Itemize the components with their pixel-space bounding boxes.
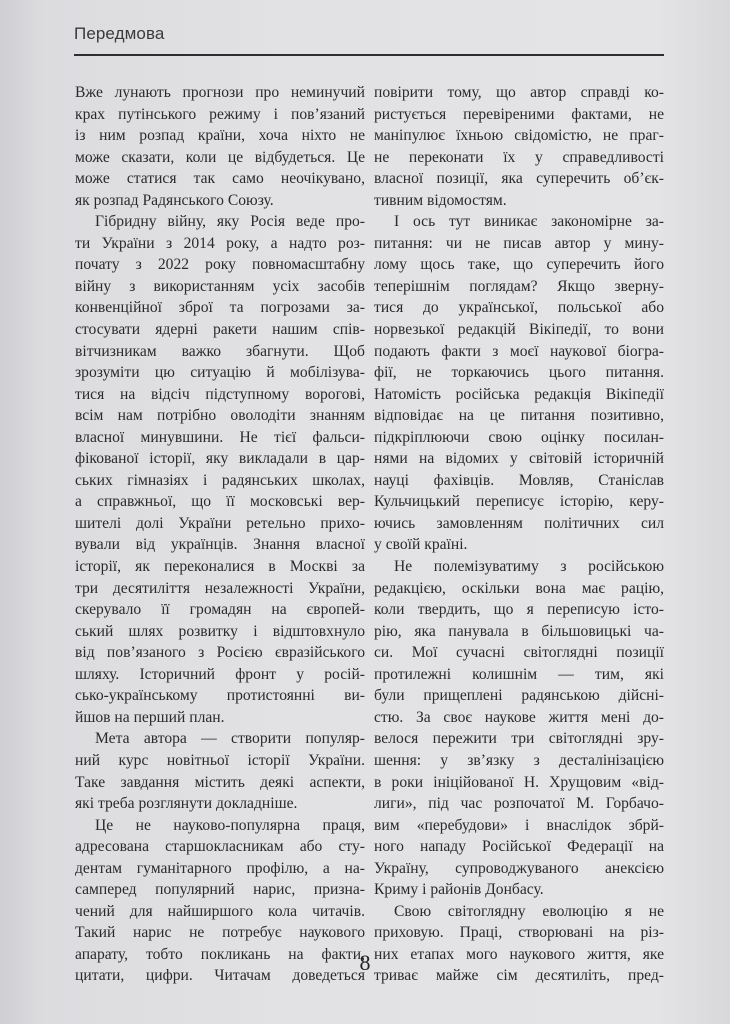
text-line: в роки ініційованої Н. Хрущовим «від- bbox=[374, 773, 664, 791]
text-line: питання: чи не писав автор у мину- bbox=[374, 234, 664, 252]
text-line: Україну, супроводжуваного анексією bbox=[374, 859, 664, 877]
left-column bbox=[75, 82, 365, 987]
text-line: від пов’язаного з Росією євразійського bbox=[75, 644, 365, 662]
text-line: відповідає на це питання позитивно, bbox=[374, 407, 664, 425]
text-line: сько-українському протистоянні ви- bbox=[75, 687, 365, 705]
text-line: триває майже сім десятиліть, пред- bbox=[374, 967, 664, 985]
text-line: не переконати їх у справедливості bbox=[374, 148, 664, 166]
text-line: Вже лунають прогнози про неминучий bbox=[75, 84, 365, 101]
text-line: вували від українців. Знання власної bbox=[75, 536, 365, 554]
text-line: науці фахівців. Мовляв, Станіслав bbox=[374, 471, 664, 489]
page-number: 8 bbox=[359, 950, 371, 975]
text-line: стосувати ядерні ракети нашим спів- bbox=[75, 321, 365, 339]
text-line: норвезької редакцій Вікіпедії, то вони bbox=[374, 321, 664, 339]
text-line: ристується перевіреними фактами, не bbox=[374, 105, 664, 123]
text-line: а справжньої, що її московські вер- bbox=[75, 493, 365, 511]
text-line: Не полемізуватиму з російською bbox=[394, 558, 664, 576]
text-line: Таке завдання містить деякі аспекти, bbox=[75, 773, 365, 791]
text-line: І ось тут виникає закономірне за- bbox=[394, 213, 664, 231]
text-line: приховую. Праці, створювані на різ- bbox=[374, 924, 664, 942]
text-line: скерувало її громадян на європей- bbox=[75, 601, 365, 619]
text-line: чений для найширшого кола читачів. bbox=[75, 902, 365, 920]
text-line: ських гімназіях і радянських школах, bbox=[75, 471, 365, 489]
text-line: зрозуміти цю ситуацію й мобілізува- bbox=[75, 364, 365, 382]
text-line: фікованої історії, яку викладали в цар- bbox=[75, 450, 365, 468]
text-line: як розпад Радянського Союзу. bbox=[75, 191, 274, 209]
text-line: війну з використанням усіх засобів bbox=[75, 277, 365, 295]
text-line: всім нам потрібно оволодіти знанням bbox=[75, 407, 365, 425]
text-line: ючись замовленням політичних сил bbox=[374, 514, 664, 532]
text-line: стю. За своє наукове життя мені до- bbox=[374, 708, 664, 726]
text-line: тися на відсіч підступному ворогові, bbox=[75, 385, 365, 403]
text-line: власної позиції, яка суперечить об’єк- bbox=[374, 170, 664, 188]
text-line: них етапах мого наукового життя, яке bbox=[374, 945, 664, 963]
text-line: історії, як переконалися в Москві за bbox=[75, 558, 365, 576]
text-line: маніпулює їхньою свідомістю, не праг- bbox=[374, 127, 664, 145]
text-line: лому щось таке, що суперечить його bbox=[374, 256, 664, 274]
text-line: шляху. Історичний фронт у росій- bbox=[75, 665, 365, 683]
text-line: Свою світоглядну еволюцію я не bbox=[394, 902, 664, 920]
text-line: шення: у зв’язку з десталінізацією bbox=[374, 751, 664, 769]
text-line: лиги», під час розпочатої М. Горбачо- bbox=[374, 795, 664, 813]
text-line: Натомість російська редакція Вікіпедії bbox=[374, 385, 664, 403]
text-line: велося пережити три світоглядні зру- bbox=[374, 730, 664, 748]
text-line: крах путінського режиму і пов’язаний bbox=[75, 105, 365, 123]
header-rule bbox=[74, 54, 664, 56]
text-line: нями на відомих у світовій історичній bbox=[374, 450, 664, 468]
text-line: ський шлях розвитку і відштовхнуло bbox=[75, 622, 365, 640]
text-line: ти України з 2014 року, а надто роз- bbox=[75, 234, 365, 252]
text-line: подають факти з моєї наукової біогра- bbox=[374, 342, 664, 360]
text-line: повірити тому, що автор справді ко- bbox=[374, 84, 664, 101]
text-line: теперішнім поглядам? Якщо зверну- bbox=[374, 277, 664, 295]
text-line: Криму і районів Донбасу. bbox=[374, 881, 544, 899]
text-line: власної минувшини. Не тієї фальси- bbox=[75, 428, 365, 446]
text-line: може статися так само неочікувано, bbox=[75, 170, 365, 188]
text-line: фії, не торкаючись цього питання. bbox=[374, 364, 664, 382]
text-line: у своїй країні. bbox=[374, 536, 468, 554]
text-line: протилежні колишнім — тим, які bbox=[374, 665, 664, 683]
text-line: си. Мої сучасні світоглядні позиції bbox=[374, 644, 664, 662]
text-line: підкріплюючи свою оцінку посилан- bbox=[374, 428, 664, 446]
text-line: самперед популярний нарис, призна- bbox=[75, 881, 365, 899]
text-line: редакцією, оскільки вона має рацію, bbox=[374, 579, 664, 597]
text-line: Такий нарис не потребує наукового bbox=[75, 924, 365, 942]
text-line: ний курс новітньої історії України. bbox=[75, 751, 365, 769]
right-column bbox=[374, 82, 664, 987]
text-line: три десятиліття незалежності України, bbox=[75, 579, 365, 597]
text-line: апарату, тобто покликань на факти, bbox=[75, 945, 365, 963]
text-line: дентам гуманітарного профілю, а на- bbox=[75, 859, 365, 877]
text-line: ного нападу Російської Федерації на bbox=[374, 838, 664, 856]
text-line: рію, яка панувала в більшовицькі ча- bbox=[374, 622, 664, 640]
text-line: шителі долі України ретельно прихо- bbox=[75, 514, 365, 532]
text-line: тися до української, польської або bbox=[374, 299, 664, 317]
text-line: адресована старшокласникам або сту- bbox=[75, 838, 365, 856]
text-line: почату з 2022 року повномасштабну bbox=[75, 256, 365, 274]
text-line: цитати, цифри. Читачам доведеться bbox=[75, 967, 365, 985]
text-line: коли твердить, що я переписую істо- bbox=[374, 601, 664, 619]
text-line: Це не науково-популярна праця, bbox=[95, 816, 365, 834]
text-line: були прищеплені радянською дійсні- bbox=[374, 687, 664, 705]
text-line: конвенційної зброї та погрозами за- bbox=[75, 299, 365, 317]
text-line: Мета автора — створити популяр- bbox=[95, 730, 365, 748]
text-line: тивним відомостям. bbox=[374, 191, 507, 209]
text-line: Кульчицький переписує історію, керу- bbox=[374, 493, 664, 511]
text-line: вим «перебудови» і внаслідок збрй- bbox=[374, 816, 664, 834]
text-line: може сказати, коли це відбудеться. Це bbox=[75, 148, 365, 166]
text-line: вітчизникам важко збагнути. Щоб bbox=[75, 342, 365, 360]
text-line: йшов на перший план. bbox=[75, 708, 225, 726]
text-line: які треба розглянути докладніше. bbox=[75, 795, 298, 813]
text-line: Гібридну війну, яку Росія веде про- bbox=[95, 213, 365, 231]
running-header-title: Передмова bbox=[74, 24, 165, 43]
text-line: із ним розпад країни, хоча ніхто не bbox=[75, 127, 365, 145]
